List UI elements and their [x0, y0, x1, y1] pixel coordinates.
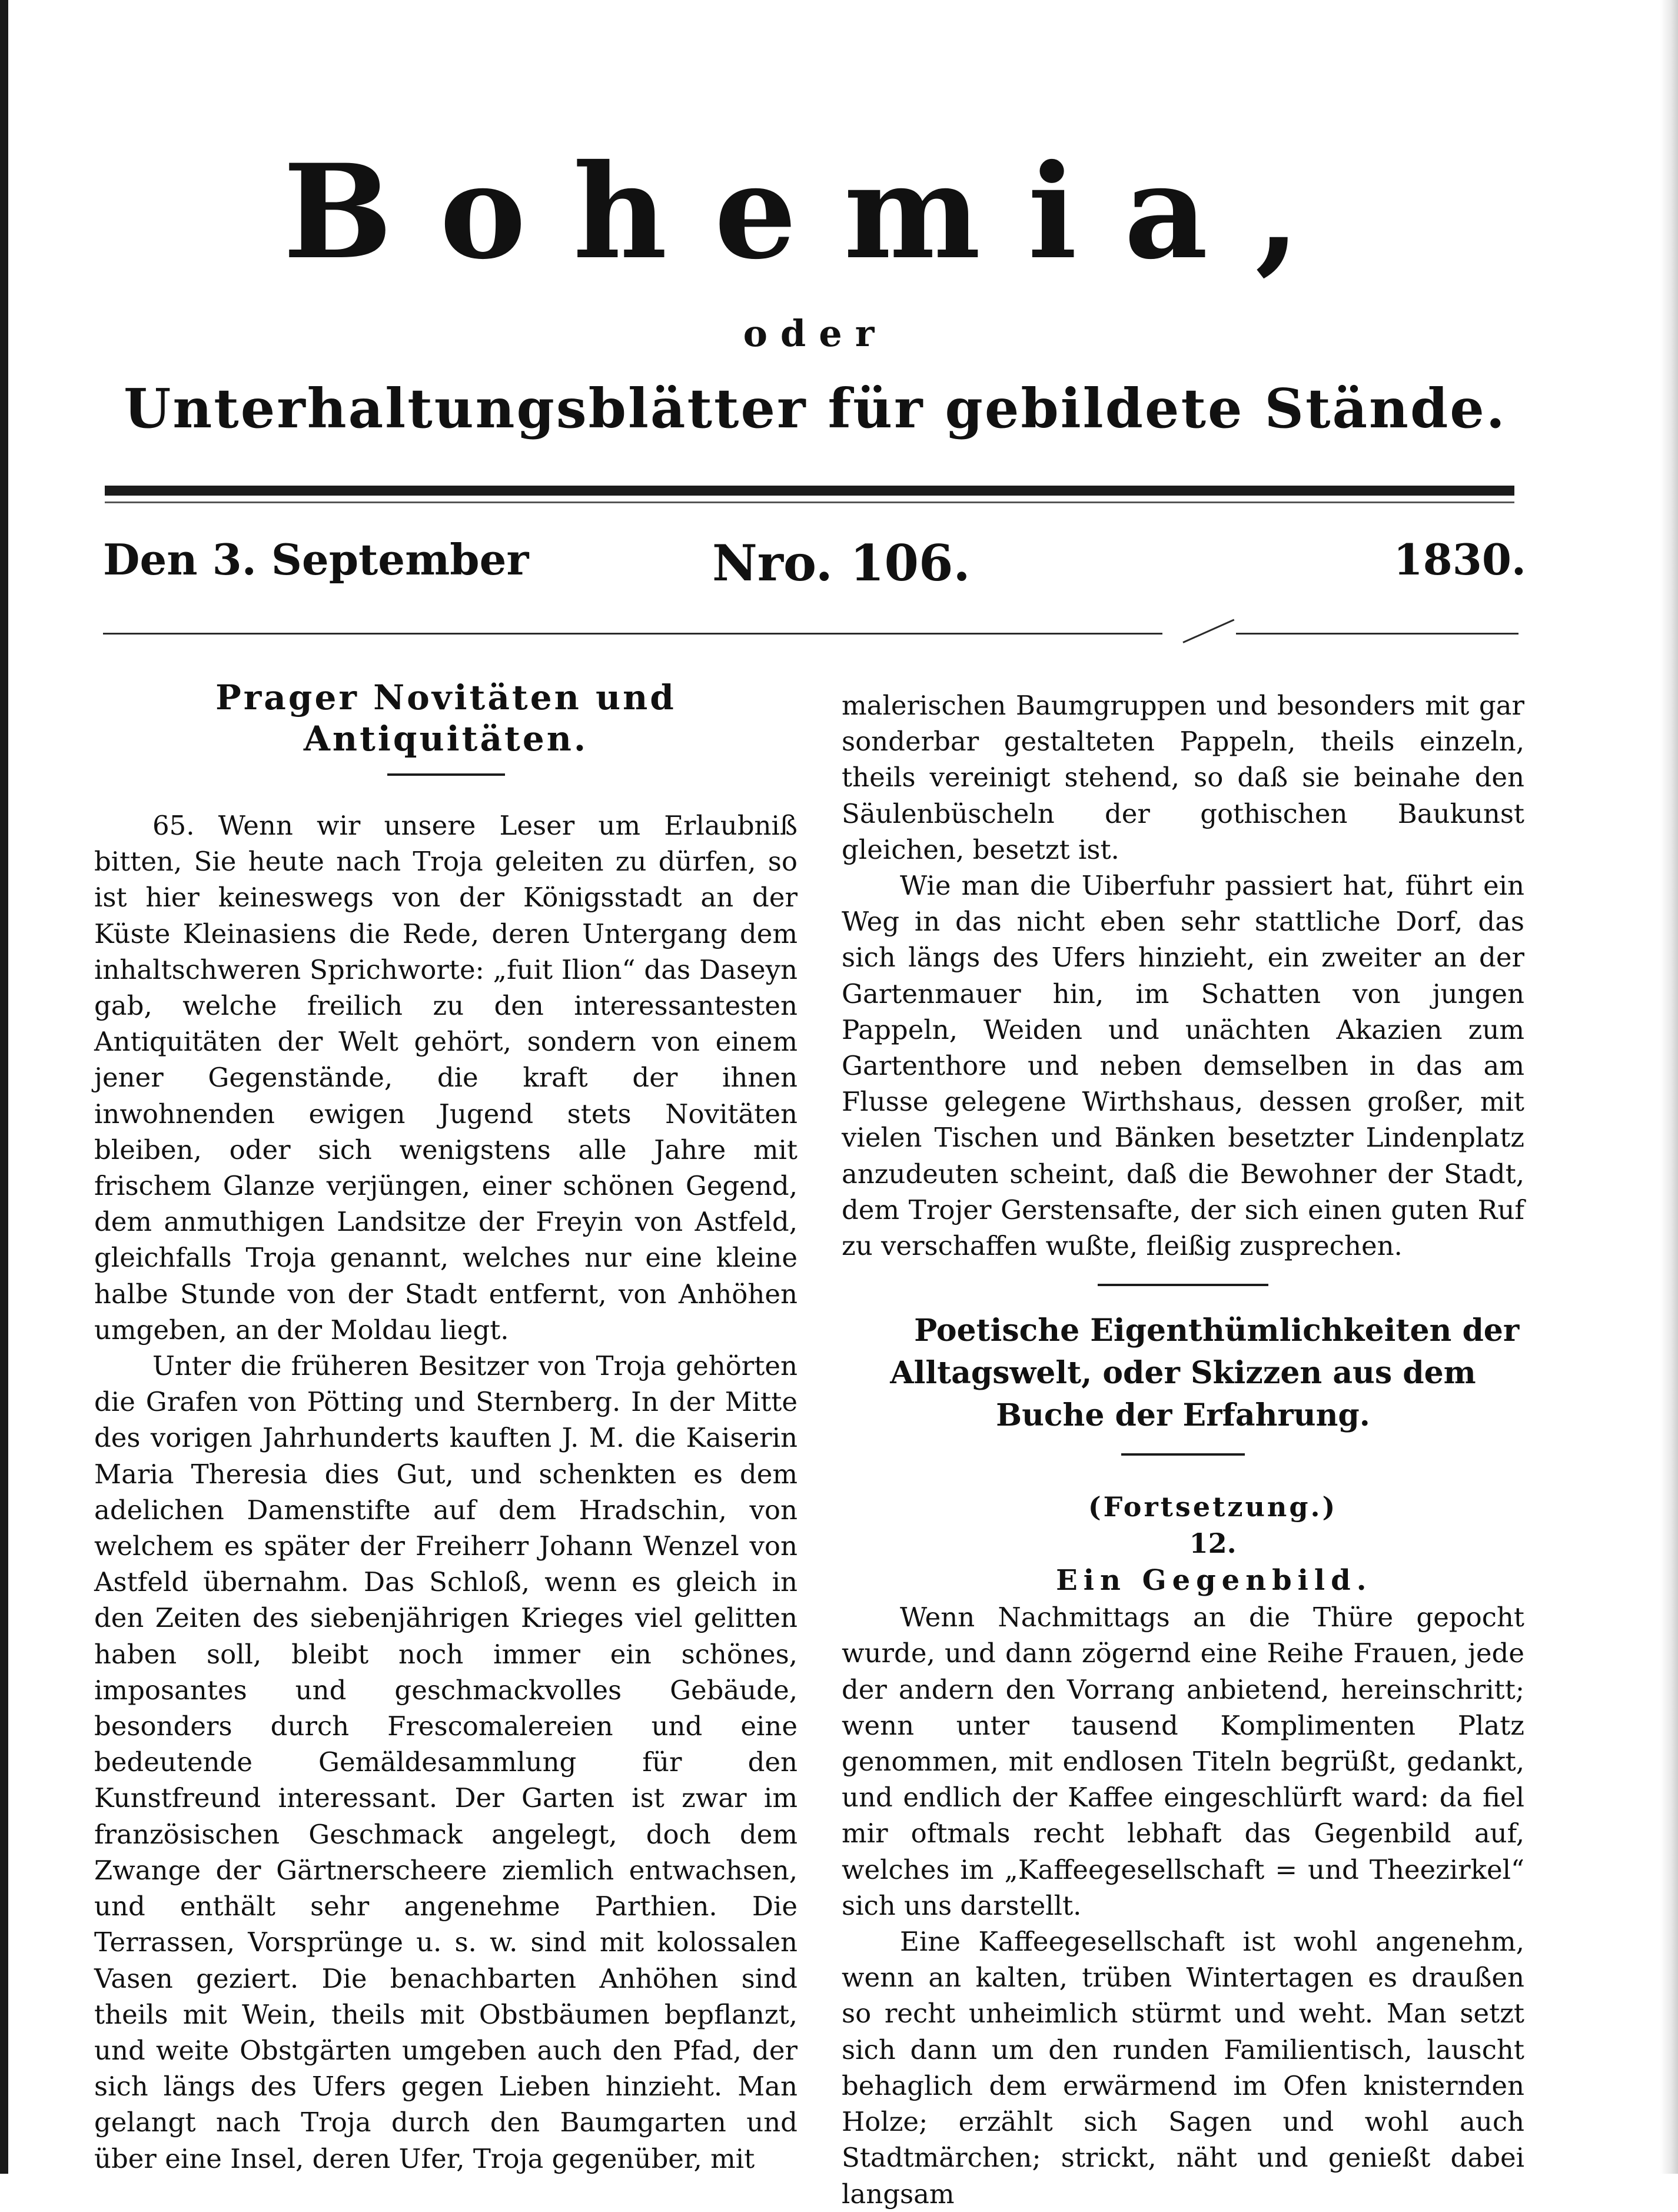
masthead-hair-rule	[105, 501, 1514, 503]
article2-subheading: Ein Gegenbild.	[1056, 1564, 1373, 1597]
masthead-thick-rule	[105, 486, 1514, 496]
dateline-rule-right	[1236, 633, 1518, 635]
article1-paragraph: Unter die früheren Besitzer von Troja gehörten die Grafen von Pötting und Sternberg. In der Mitte des vorigen Jahrhunderts kauften J. M. die Kaiserin Maria Theresia dies Gut, und schenkten es dem adelichen Damenstifte auf dem Hradschin, von welchem es später der Freiherr Johann Wenzel von Astfeld übernahm. Das Schloß, wenn es gleich in den Zeiten des siebenjährigen Krieges viel gelitten haben soll, bleibt noch immer ein schönes, imposantes und geschmackvolles Gebäude, besonders durch Frescomalereien und eine bedeutende Gemäldesammlung für den Kunstfreund interessant. Der Garten ist zwar im französischen Geschmack angelegt, doch dem Zwange der Gärtnerscheere ziemlich entwachsen, und enthält sehr angenehme Parthien. Die Terrassen, Vorsprünge u. s. w. sind mit kolossalen Vasen geziert. Die benachbarten Anhöhen sind theils mit Wein, theils mit Obstbäumen bepflanzt, und weite Obstgärten umgeben auch den Pfad, der sich längs des Ufers gegen Lieben hinzieht. Man gelangt nach Troja durch den Baumgarten und über eine Insel, deren Ufer, Troja gegenüber, mit	[94, 1350, 798, 2174]
article2-fortsetzung: (Fortsetzung.)	[1088, 1491, 1338, 1523]
issue-number: Nro. 106.	[712, 534, 971, 592]
dateline-rule-left	[103, 633, 1162, 635]
masthead-oder: oder	[743, 312, 888, 355]
article1-heading: Prager Novitäten und Antiquitäten.	[215, 677, 676, 759]
issue-year: 1830.	[1393, 534, 1526, 584]
masthead-title: Bohemia,	[283, 135, 1348, 288]
dateline-rule-slash	[1182, 619, 1234, 643]
article2-section-number: 12.	[1189, 1527, 1237, 1560]
article1-paragraph: 65. Wenn wir unsere Leser um Erlaubniß bitten, Sie heute nach Troja geleiten zu dürfen, so ist hier keineswegs von der Königsstadt an der Küste Kleinasiens die Rede, deren Untergang dem inhaltschweren Sprichworte: „fuit Ilion“ das Daseyn gab, welche freilich zu den interessantesten Antiquitäten der Welt gehört, sondern von einem jener Gegenstände, die kraft der ihnen inwohnenden ewigen Jugend stets Novitäten bleiben, oder sich wenigstens alle Jahre mit frischem Glanze verjüngen, einer schönen Gegend, dem anmuthigen Landsitze der Freyin von Astfeld, gleichfalls Troja genannt, welches nur eine kleine halbe Stunde von der Stadt entfernt, von Anhöhen umgeben, an der Moldau liegt.	[94, 810, 798, 1346]
article2-paragraph: Eine Kaffeegesellschaft ist wohl angenehm, wenn an kalten, trüben Wintertagen es draußen so recht unheimlich stürmt und weht. Man setzt sich dann um den runden Familientisch, lauscht behaglich dem erwärmend im Ofen knisternden Holze; erzählt sich Sagen und wohl auch Stadtmärchen; strickt, näht und genießt dabei langsam	[842, 1926, 1524, 2210]
masthead-subtitle: Unterhaltungsblätter für gebildete Stände.	[124, 377, 1507, 440]
column-right	[842, 687, 1524, 2212]
article1-heading-rule	[387, 773, 505, 776]
article-separator-rule	[1098, 1284, 1268, 1286]
issue-date: Den 3. September	[103, 534, 529, 584]
column-left	[94, 677, 798, 2177]
article2-paragraph: Wenn Nachmittags an die Thüre gepocht wurde, und dann zögernd eine Reihe Frauen, jede der andern den Vorrang anbietend, hereinschritt; wenn unter tausend Komplimenten Platz genommen, mit endlosen Titeln begrüßt, gedankt, und endlich der Kaffee eingeschlürft ward: da fiel mir oftmals recht lebhaft das Gegenbild auf, welches im „Kaffeegesellschaft = und Theezirkel“ sich uns darstellt.	[842, 1602, 1524, 1921]
article2-heading-rule	[1121, 1453, 1245, 1456]
article2-heading: Poetische Eigenthümlichkeiten der Alltagswelt, oder Skizzen aus dem Buche der Erfahrung.	[890, 1313, 1520, 1434]
article1-continuation: Wie man die Uiberfuhr passiert hat, führt ein Weg in das nicht eben sehr stattliche Dorf, das sich längs des Ufers hinzieht, ein zweiter an der Gartenmauer hin, im Schatten von jungen Pappeln, Weiden und unächten Akazien zum Gartenthore und neben demselben in das am Flusse gelegene Wirthshaus, dessen großer, mit vielen Tischen und Bänken besetzter Lindenplatz anzudeuten scheint, daß die Bewohner der Stadt, dem Trojer Gerstensafte, der sich einen guten Ruf zu verschaffen wußte, fleißig zusprechen.	[842, 870, 1524, 1262]
article1-continuation: malerischen Baumgruppen und besonders mit gar sonderbar gestalteten Pappeln, theils einzeln, theils vereinigt stehend, so daß sie beinahe den Säulenbüscheln der gothischen Baukunst gleichen, besetzt ist.	[842, 690, 1524, 865]
